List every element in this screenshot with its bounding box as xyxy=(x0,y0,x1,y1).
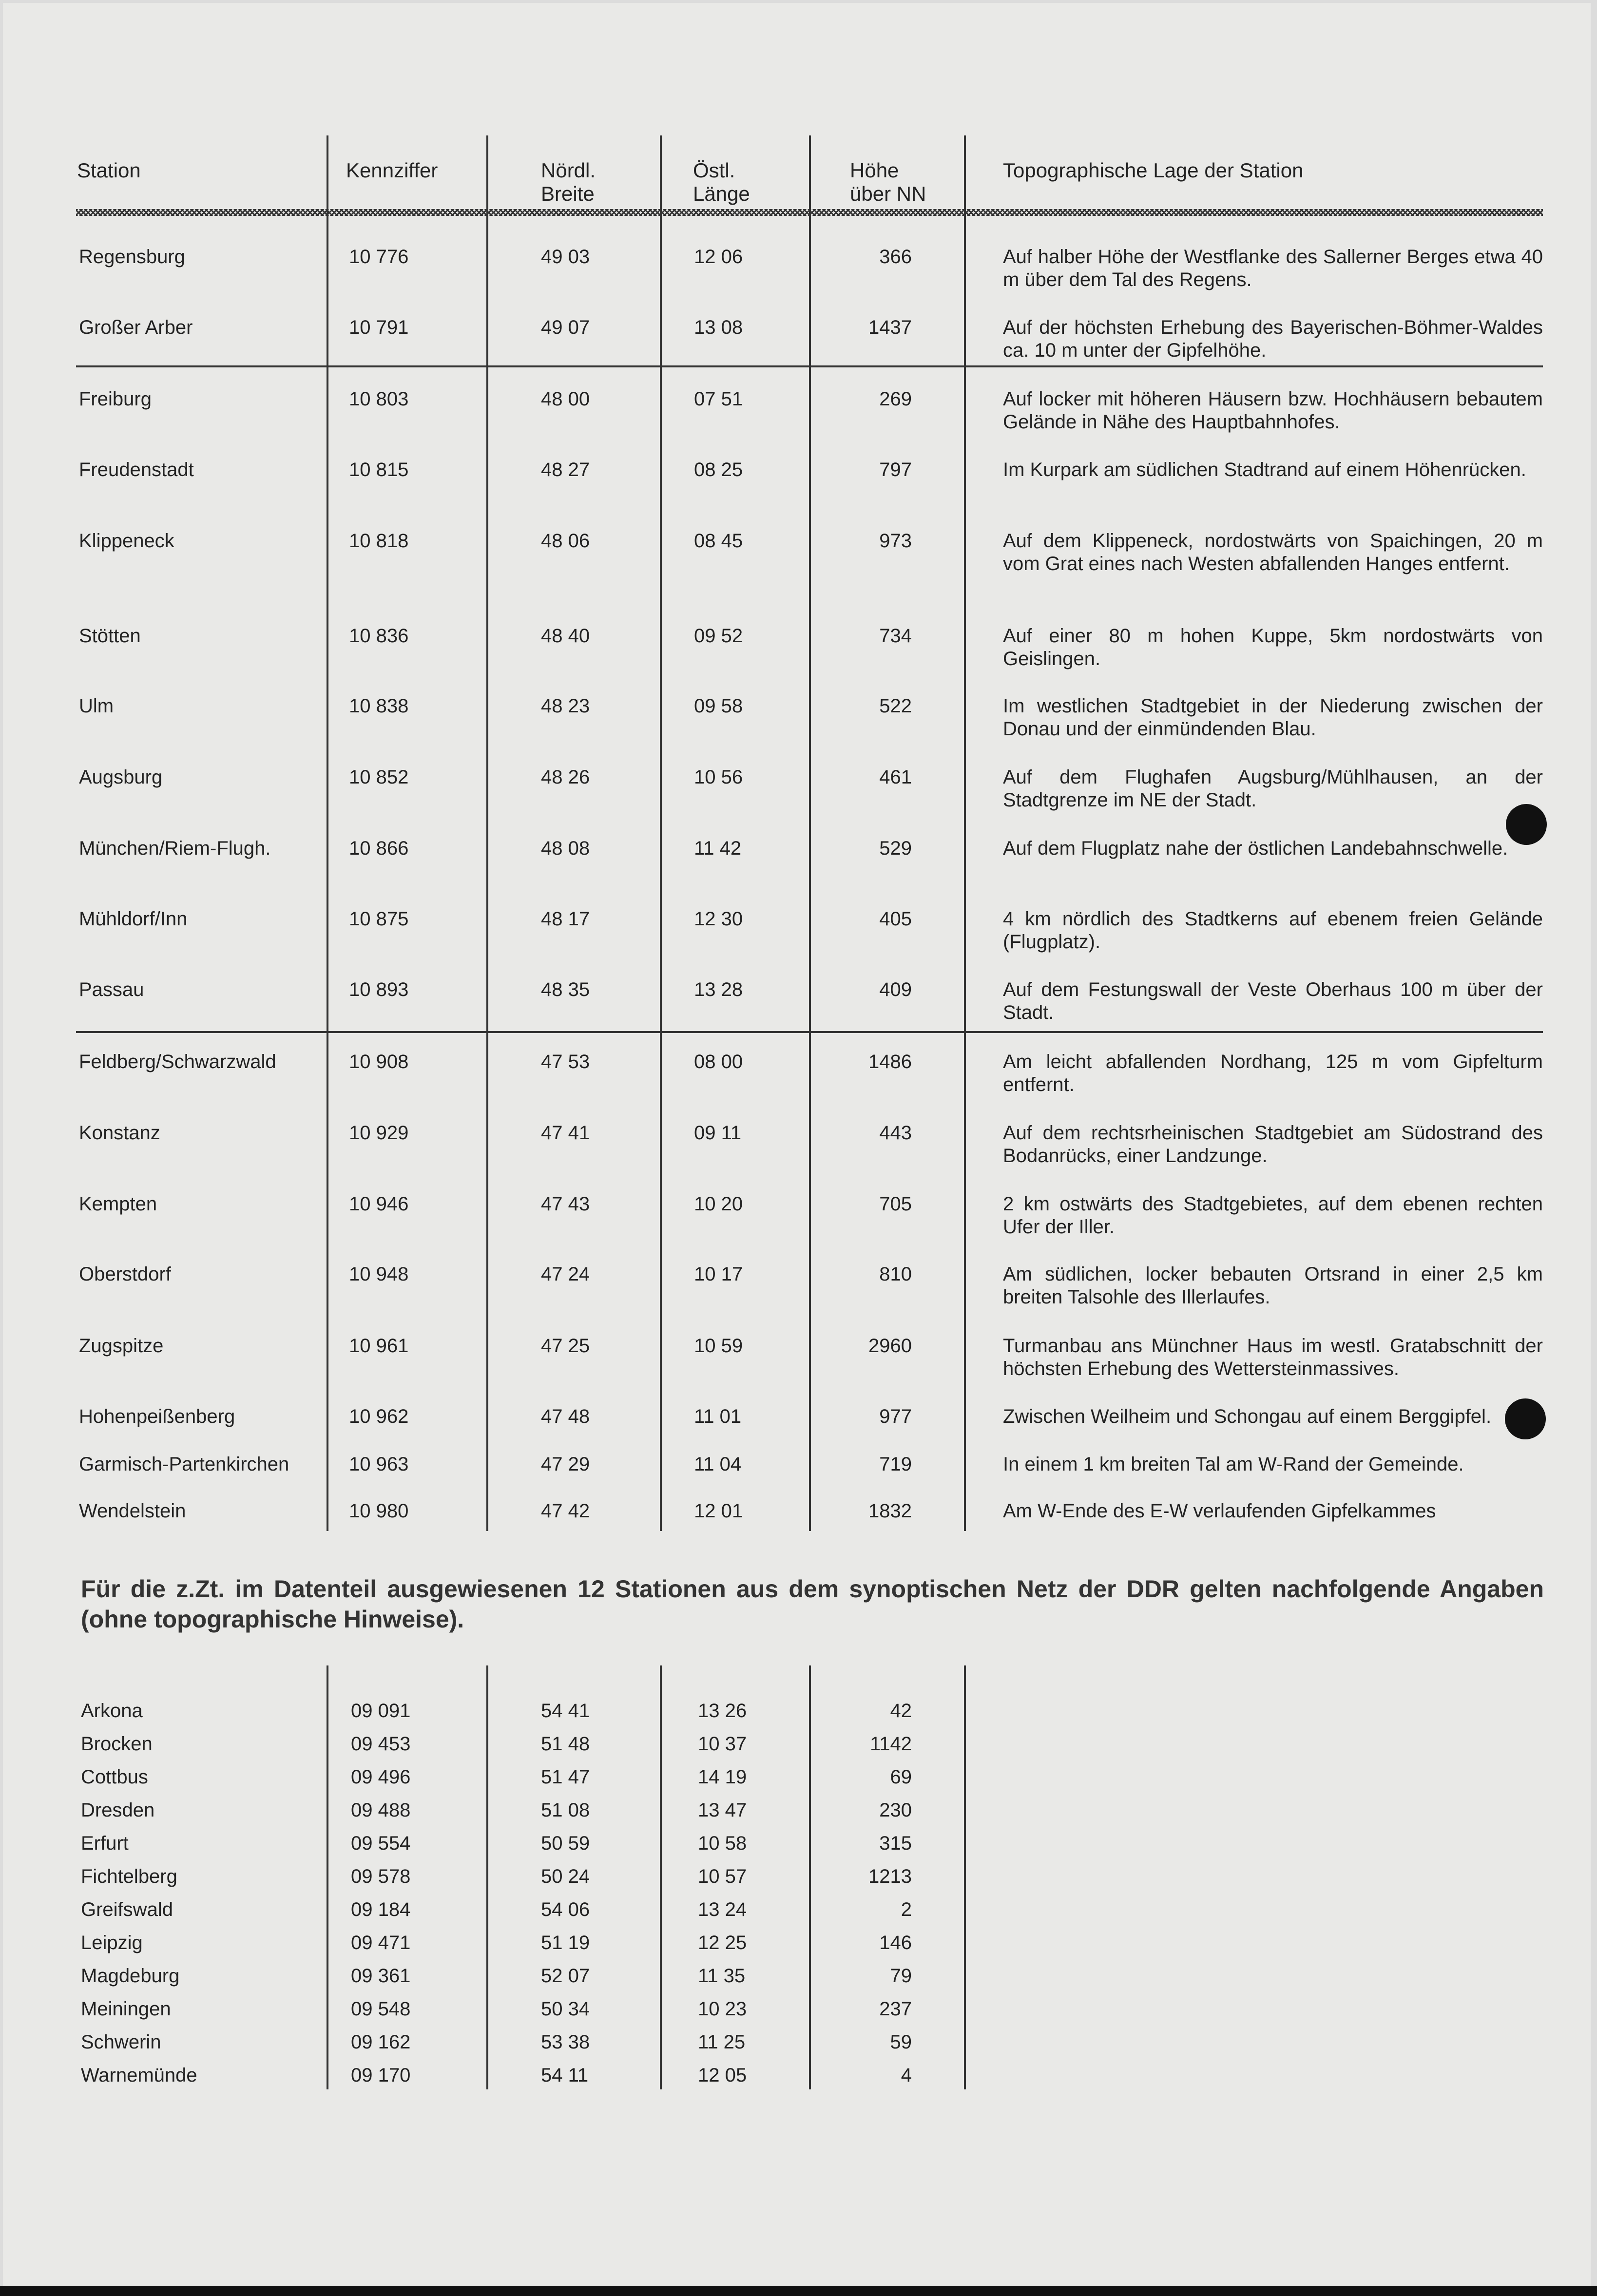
station-altitude: 269 xyxy=(879,388,912,410)
station-description: 2 km ostwärts des Stadtgebietes, auf dem ebenen rechten Ufer der Iller. xyxy=(1003,1193,1543,1238)
station-latitude: 47 53 xyxy=(541,1051,590,1072)
station-longitude: 11 42 xyxy=(694,838,742,859)
station-altitude: 2960 xyxy=(868,1335,912,1357)
station-id: 09 170 xyxy=(351,2065,411,2086)
station-latitude: 50 34 xyxy=(541,1998,590,2020)
station-id: 09 578 xyxy=(351,1866,411,1887)
station-longitude: 12 25 xyxy=(698,1932,747,1953)
station-latitude: 50 24 xyxy=(541,1866,590,1887)
station-id: 10 815 xyxy=(349,459,409,480)
station-longitude: 13 47 xyxy=(698,1799,747,1821)
station-id: 10 818 xyxy=(349,530,409,552)
station-name: Augsburg xyxy=(79,766,163,788)
station-altitude: 230 xyxy=(879,1799,912,1821)
station-id: 10 908 xyxy=(349,1051,409,1072)
station-longitude: 14 19 xyxy=(698,1766,747,1788)
station-id: 09 496 xyxy=(351,1766,411,1788)
station-description: Im westlichen Stadtgebiet in der Niederung zwischen der Donau und der einmündenden Blau. xyxy=(1003,695,1543,740)
station-id: 09 091 xyxy=(351,1700,411,1722)
header-kennziffer: Kennziffer xyxy=(346,159,438,182)
station-description: Zwischen Weilheim und Schongau auf einem Berggipfel. xyxy=(1003,1406,1492,1427)
station-id: 09 488 xyxy=(351,1799,411,1821)
station-latitude: 48 23 xyxy=(541,695,590,717)
station-altitude: 69 xyxy=(890,1766,912,1788)
station-latitude: 50 59 xyxy=(541,1833,590,1854)
station-altitude: 705 xyxy=(879,1193,912,1215)
station-altitude: 59 xyxy=(890,2031,912,2053)
station-name: Passau xyxy=(79,979,144,1000)
station-id: 10 866 xyxy=(349,838,409,859)
station-altitude: 1142 xyxy=(869,1733,912,1755)
station-description: In einem 1 km breiten Tal am W-Rand der Gemeinde. xyxy=(1003,1454,1464,1475)
station-altitude: 409 xyxy=(879,979,912,1000)
station-longitude: 11 35 xyxy=(698,1965,746,1987)
station-latitude: 51 19 xyxy=(541,1932,590,1953)
station-latitude: 47 48 xyxy=(541,1406,590,1427)
station-longitude: 13 28 xyxy=(694,979,743,1000)
station-altitude: 522 xyxy=(879,695,912,717)
station-name: Magdeburg xyxy=(81,1965,180,1987)
station-id: 10 838 xyxy=(349,695,409,717)
station-longitude: 12 06 xyxy=(694,246,743,268)
station-description: Auf der höchsten Erhebung des Bayerischen-Böhmer-Waldes ca. 10 m unter der Gipfelhöhe. xyxy=(1003,317,1543,361)
station-longitude: 09 11 xyxy=(694,1122,742,1144)
station-longitude: 11 01 xyxy=(694,1406,742,1427)
station-longitude: 11 04 xyxy=(694,1454,742,1475)
station-id: 10 929 xyxy=(349,1122,409,1144)
station-latitude: 47 24 xyxy=(541,1263,590,1285)
station-name: Mühldorf/Inn xyxy=(79,908,188,930)
station-longitude: 10 58 xyxy=(698,1833,747,1854)
station-id: 10 791 xyxy=(349,317,409,338)
station-id: 09 453 xyxy=(351,1733,411,1755)
station-longitude: 11 25 xyxy=(698,2031,746,2053)
station-description: Auf dem Klippeneck, nordostwärts von Spaichingen, 20 m vom Grat eines nach Westen abfallenden Hanges entfernt. xyxy=(1003,530,1543,574)
station-longitude: 08 45 xyxy=(694,530,743,552)
station-id: 10 803 xyxy=(349,388,409,410)
station-altitude: 237 xyxy=(879,1998,912,2020)
station-latitude: 47 29 xyxy=(541,1454,590,1475)
station-longitude: 09 58 xyxy=(694,695,743,717)
station-id: 10 962 xyxy=(349,1406,409,1427)
station-altitude: 797 xyxy=(879,459,912,480)
station-name: Zugspitze xyxy=(79,1335,164,1357)
station-altitude: 42 xyxy=(890,1700,912,1722)
punch-hole-mark xyxy=(1505,1398,1546,1439)
station-longitude: 10 23 xyxy=(698,1998,747,2020)
station-longitude: 10 37 xyxy=(698,1733,747,1755)
station-name: Freiburg xyxy=(79,388,152,410)
station-name: Hohenpeißenberg xyxy=(79,1406,235,1427)
station-longitude: 12 30 xyxy=(694,908,743,930)
station-altitude: 1832 xyxy=(868,1500,912,1522)
station-latitude: 48 35 xyxy=(541,979,590,1000)
station-description: Auf locker mit höheren Häusern bzw. Hochhäusern bebautem Gelände in Nähe des Hauptbahnhofes. xyxy=(1003,388,1543,433)
station-longitude: 10 17 xyxy=(694,1263,743,1285)
station-id: 10 961 xyxy=(349,1335,409,1357)
station-latitude: 51 08 xyxy=(541,1799,590,1821)
station-description: Im Kurpark am südlichen Stadtrand auf einem Höhenrücken. xyxy=(1003,459,1526,480)
station-id: 10 946 xyxy=(349,1193,409,1215)
station-longitude: 13 24 xyxy=(698,1899,747,1920)
station-id: 09 162 xyxy=(351,2031,411,2053)
station-latitude: 53 38 xyxy=(541,2031,590,2053)
station-longitude: 10 56 xyxy=(694,766,743,788)
station-latitude: 54 41 xyxy=(541,1700,590,1722)
station-description: Am leicht abfallenden Nordhang, 125 m vom Gipfelturm entfernt. xyxy=(1003,1051,1543,1095)
station-name: Fichtelberg xyxy=(81,1866,177,1887)
document-page xyxy=(3,3,1591,2286)
station-latitude: 47 25 xyxy=(541,1335,590,1357)
station-id: 09 184 xyxy=(351,1899,411,1920)
station-name: Erfurt xyxy=(81,1833,129,1854)
station-latitude: 52 07 xyxy=(541,1965,590,1987)
station-description: Auf dem rechtsrheinischen Stadtgebiet am Südostrand des Bodanrücks, einer Landzunge. xyxy=(1003,1122,1543,1167)
station-longitude: 09 52 xyxy=(694,625,743,647)
station-description: Auf dem Flughafen Augsburg/Mühlhausen, an der Stadtgrenze im NE der Stadt. xyxy=(1003,766,1543,811)
station-altitude: 529 xyxy=(879,838,912,859)
station-longitude: 13 26 xyxy=(698,1700,747,1722)
station-id: 10 948 xyxy=(349,1263,409,1285)
column-divider xyxy=(660,1665,662,2089)
station-id: 10 836 xyxy=(349,625,409,647)
header-station: Station xyxy=(77,159,141,182)
station-name: Wendelstein xyxy=(79,1500,186,1522)
station-id: 10 875 xyxy=(349,908,409,930)
station-id: 10 893 xyxy=(349,979,409,1000)
station-description: Auf dem Flugplatz nahe der östlichen Landebahnschwelle. xyxy=(1003,838,1508,859)
station-latitude: 47 41 xyxy=(541,1122,590,1144)
column-divider xyxy=(809,1665,811,2089)
station-altitude: 1437 xyxy=(868,317,912,338)
station-latitude: 54 11 xyxy=(541,2065,589,2086)
station-latitude: 47 42 xyxy=(541,1500,590,1522)
station-description: Turmanbau ans Münchner Haus im westl. Gratabschnitt der höchsten Erhebung des Wettersteinmassives. xyxy=(1003,1335,1543,1379)
header-laenge-1: Östl. xyxy=(693,159,735,182)
station-latitude: 48 06 xyxy=(541,530,590,552)
station-name: Cottbus xyxy=(81,1766,148,1788)
station-name: Warnemünde xyxy=(81,2065,197,2086)
station-name: Dresden xyxy=(81,1799,155,1821)
column-divider xyxy=(486,1665,488,2089)
station-name: Garmisch-Partenkirchen xyxy=(79,1454,289,1475)
station-altitude: 1213 xyxy=(868,1866,912,1887)
station-name: München/Riem-Flugh. xyxy=(79,838,271,859)
punch-hole-mark xyxy=(1506,804,1547,845)
station-latitude: 48 08 xyxy=(541,838,590,859)
station-id: 09 471 xyxy=(351,1932,411,1953)
station-altitude: 1486 xyxy=(868,1051,912,1072)
station-altitude: 366 xyxy=(879,246,912,268)
station-latitude: 48 27 xyxy=(541,459,590,480)
station-altitude: 146 xyxy=(879,1932,912,1953)
station-id: 09 554 xyxy=(351,1833,411,1854)
station-longitude: 08 25 xyxy=(694,459,743,480)
station-id: 10 963 xyxy=(349,1454,409,1475)
station-altitude: 2 xyxy=(901,1899,912,1920)
station-id: 09 361 xyxy=(351,1965,411,1987)
column-divider xyxy=(964,1665,966,2089)
station-longitude: 10 59 xyxy=(694,1335,743,1357)
station-latitude: 54 06 xyxy=(541,1899,590,1920)
station-description: Auf halber Höhe der Westflanke des Sallerner Berges etwa 40 m über dem Tal des Regens. xyxy=(1003,246,1543,290)
header-hoehe-1: Höhe xyxy=(850,159,899,182)
station-description: Am südlichen, locker bebauten Ortsrand in einer 2,5 km breiten Talsohle des Illerlaufes. xyxy=(1003,1263,1543,1308)
station-altitude: 443 xyxy=(879,1122,912,1144)
header-breite-2: Breite xyxy=(541,182,595,205)
station-id: 10 852 xyxy=(349,766,409,788)
station-latitude: 48 40 xyxy=(541,625,590,647)
station-latitude: 51 47 xyxy=(541,1766,590,1788)
station-altitude: 405 xyxy=(879,908,912,930)
group-separator xyxy=(76,1031,1543,1033)
station-altitude: 810 xyxy=(879,1263,912,1285)
header-breite-1: Nördl. xyxy=(541,159,596,182)
station-name: Freudenstadt xyxy=(79,459,194,480)
station-name: Leipzig xyxy=(81,1932,143,1953)
station-longitude: 12 01 xyxy=(694,1500,743,1522)
station-altitude: 461 xyxy=(879,766,912,788)
column-divider xyxy=(486,135,488,1531)
station-longitude: 08 00 xyxy=(694,1051,743,1072)
station-name: Brocken xyxy=(81,1733,153,1755)
station-latitude: 48 26 xyxy=(541,766,590,788)
station-latitude: 49 03 xyxy=(541,246,590,268)
station-name: Konstanz xyxy=(79,1122,160,1144)
station-name: Schwerin xyxy=(81,2031,161,2053)
station-description: 4 km nördlich des Stadtkerns auf ebenem freien Gelände (Flugplatz). xyxy=(1003,908,1543,953)
station-longitude: 10 57 xyxy=(698,1866,747,1887)
header-lage: Topographische Lage der Station xyxy=(1003,159,1304,182)
station-altitude: 79 xyxy=(890,1965,912,1987)
column-divider xyxy=(327,135,328,1531)
station-name: Arkona xyxy=(81,1700,143,1722)
station-altitude: 4 xyxy=(901,2065,912,2086)
station-id: 10 776 xyxy=(349,246,409,268)
station-name: Regensburg xyxy=(79,246,185,268)
station-name: Oberstdorf xyxy=(79,1263,171,1285)
station-longitude: 12 05 xyxy=(698,2065,747,2086)
station-id: 09 548 xyxy=(351,1998,411,2020)
station-description: Auf dem Festungswall der Veste Oberhaus 100 m über der Stadt. xyxy=(1003,979,1543,1023)
station-description: Am W-Ende des E-W verlaufenden Gipfelkammes xyxy=(1003,1500,1436,1522)
station-name: Kempten xyxy=(79,1193,157,1215)
station-name: Großer Arber xyxy=(79,317,193,338)
column-divider xyxy=(660,135,662,1531)
station-longitude: 13 08 xyxy=(694,317,743,338)
station-id: 10 980 xyxy=(349,1500,409,1522)
station-longitude: 10 20 xyxy=(694,1193,743,1215)
group-separator xyxy=(76,365,1543,367)
scan-edge xyxy=(0,2286,1597,2296)
station-altitude: 719 xyxy=(879,1454,912,1475)
column-divider xyxy=(327,1665,328,2089)
column-divider xyxy=(809,135,811,1531)
station-altitude: 315 xyxy=(879,1833,912,1854)
header-laenge-2: Länge xyxy=(693,182,750,205)
station-altitude: 734 xyxy=(879,625,912,647)
station-name: Greifswald xyxy=(81,1899,173,1920)
station-name: Klippeneck xyxy=(79,530,174,552)
column-divider xyxy=(964,135,966,1531)
station-latitude: 51 48 xyxy=(541,1733,590,1755)
station-name: Stötten xyxy=(79,625,141,647)
station-altitude: 977 xyxy=(879,1406,912,1427)
ddr-note: Für die z.Zt. im Datenteil ausgewiesenen 12 Stationen aus dem synoptischen Netz der DDR gelten nachfolgende Angaben (ohne topographische Hinweise). xyxy=(81,1575,1544,1633)
station-description: Auf einer 80 m hohen Kuppe, 5km nordostwärts von Geislingen. xyxy=(1003,625,1543,670)
station-name: Ulm xyxy=(79,695,114,717)
header-hoehe-2: über NN xyxy=(850,182,926,205)
station-name: Feldberg/Schwarzwald xyxy=(79,1051,276,1072)
station-latitude: 48 17 xyxy=(541,908,590,930)
station-latitude: 47 43 xyxy=(541,1193,590,1215)
station-name: Meiningen xyxy=(81,1998,171,2020)
station-longitude: 07 51 xyxy=(694,388,743,410)
station-latitude: 49 07 xyxy=(541,317,590,338)
station-altitude: 973 xyxy=(879,530,912,552)
station-latitude: 48 00 xyxy=(541,388,590,410)
